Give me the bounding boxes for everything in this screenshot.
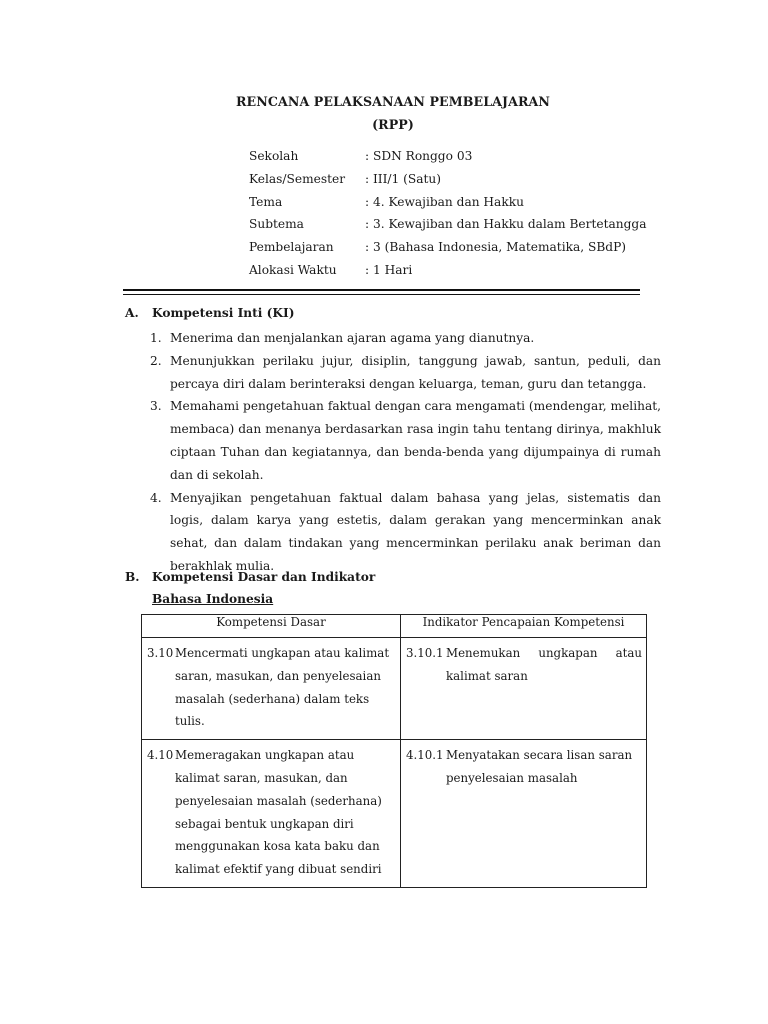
list-number: 2. <box>150 353 162 368</box>
indicator-code: 3.10.1 <box>406 646 444 660</box>
document-subtitle: (RPP) <box>372 117 414 132</box>
kd-cell <box>142 638 401 740</box>
identity-label: Subtema <box>249 217 304 232</box>
section-b-letter: B. <box>125 570 140 584</box>
list-item <box>150 395 661 486</box>
table-header-indicator: Indikator Pencapaian Kompetensi <box>401 615 647 638</box>
list-number: 1. <box>150 331 162 345</box>
header-divider-thick <box>123 289 640 291</box>
identity-value: : SDN Ronggo 03 <box>365 149 473 163</box>
list-text: Menunjukkan perilaku jujur, disiplin, tanggung jawab, santun, peduli, dan percaya diri dalam berinteraksi dengan keluarga, teman, guru dan tetangga. <box>170 353 661 391</box>
identity-label: Sekolah <box>249 149 299 163</box>
section-a-title: Kompetensi Inti (KI) <box>152 306 295 320</box>
table-row <box>142 740 647 888</box>
identity-value: : 3. Kewajiban dan Hakku dalam Bertetangga <box>365 217 647 232</box>
identity-label: Tema <box>249 194 283 209</box>
identity-label: Kelas/Semester <box>249 171 346 186</box>
table-header-kd: Kompetensi Dasar <box>142 615 401 638</box>
identity-value: : 1 Hari <box>365 262 413 277</box>
section-b-title: Kompetensi Dasar dan Indikator <box>152 570 376 584</box>
document-title: RENCANA PELAKSANAAN PEMBELAJARAN <box>235 94 551 109</box>
subject-heading: Bahasa Indonesia <box>152 592 274 606</box>
identity-value: : III/1 (Satu) <box>365 171 442 186</box>
list-item <box>150 327 661 350</box>
identity-label: Pembelajaran <box>249 240 334 255</box>
identity-value: : 3 (Bahasa Indonesia, Matematika, SBdP) <box>365 240 627 255</box>
list-item <box>150 487 661 578</box>
kd-cell <box>142 740 401 888</box>
section-a-letter: A. <box>125 306 139 320</box>
list-number: 3. <box>150 399 162 414</box>
kd-code: 3.10 <box>147 646 174 660</box>
kd-text: Memeragakan ungkapan atau kalimat saran, masukan, dan penyelesaian masalah (sederhana) sebagai bentuk ungkapan diri menggunakan kosa kata baku dan kalimat efektif yang dibuat sendiri <box>175 748 382 877</box>
identity-value: : 4. Kewajiban dan Hakku <box>365 194 524 209</box>
indicator-code: 4.10.1 <box>406 748 444 763</box>
identity-label: Alokasi Waktu <box>249 262 337 277</box>
list-item <box>150 350 661 396</box>
indicator-text: Menyatakan secara lisan saran penyelesaian masalah <box>446 748 633 785</box>
ki-list <box>150 327 661 578</box>
list-number: 4. <box>150 490 162 505</box>
kd-code: 4.10 <box>147 748 174 763</box>
list-text: Menyajikan pengetahuan faktual dalam bahasa yang jelas, sistematis dan logis, dalam karya yang estetis, dalam gerakan yang mencerminkan anak sehat, dan dalam tindakan yang mencerminkan perilaku anak beriman dan berakhlak mulia. <box>170 490 661 573</box>
list-text: Menerima dan menjalankan ajaran agama yang dianutnya. <box>170 331 535 345</box>
header-divider-thin <box>123 294 640 295</box>
indicator-cell <box>401 638 647 740</box>
list-text: Memahami pengetahuan faktual dengan cara mengamati (mendengar, melihat, membaca) dan menanya berdasarkan rasa ingin tahu tentang dirinya, makhluk ciptaan Tuhan dan kegiatannya, dan benda-benda yang dijumpainya di rumah dan di sekolah. <box>170 399 661 482</box>
indicator-text: Menemukan ungkapan atau kalimat saran <box>446 646 642 683</box>
kd-text: Mencermati ungkapan atau kalimat saran, masukan, dan penyelesaian masalah (sederhana) dalam teks tulis. <box>175 646 390 729</box>
table-row <box>142 638 647 740</box>
indicator-cell <box>401 740 647 888</box>
table-header-row <box>142 615 647 638</box>
kd-table <box>141 614 647 888</box>
